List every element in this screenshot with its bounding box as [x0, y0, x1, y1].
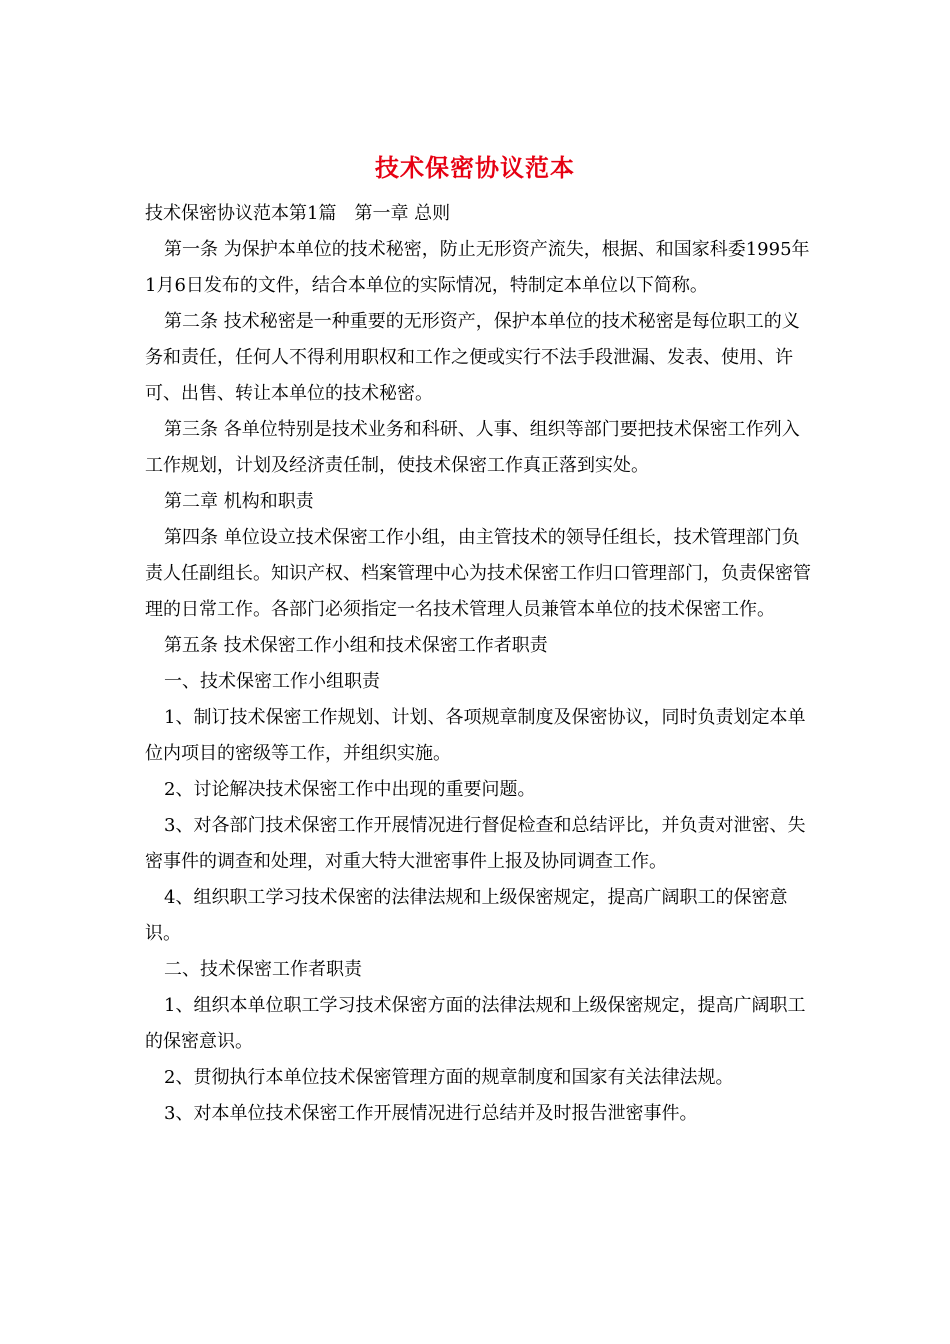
- list-item: 4、组织职工学习技术保密的法律法规和上级保密规定，提高广阔职工的保密意识。: [145, 887, 788, 944]
- article-2-paragraph: 第二条 技术秘密是一种重要的无形资产，保护本单位的技术秘密是每位职工的义务和责任，任何人不得利用职权和工作之便或实行不法手段泄漏、发表、使用、许可、出售、转让本单位的技术秘密。: [145, 311, 800, 404]
- list-item: 1、组织本单位职工学习技术保密方面的法律法规和上级保密规定，提高广阔职工的保密意识。: [145, 995, 806, 1052]
- document-body: [145, 196, 817, 1132]
- subsection-1-heading: 一、技术保密工作小组职责: [164, 671, 380, 692]
- article-3-paragraph: 第三条 各单位特别是技术业务和科研、人事、组织等部门要把技术保密工作列入工作规划，计划及经济责任制，使技术保密工作真正落到实处。: [145, 419, 800, 476]
- list-item: 2、讨论解决技术保密工作中出现的重要问题。: [164, 779, 536, 800]
- section-heading-line: 技术保密协议范本第1篇 第一章 总则: [145, 203, 451, 224]
- article-4-paragraph: 第四条 单位设立技术保密工作小组，由主管技术的领导任组长，技术管理部门负责人任副组长。知识产权、档案管理中心为技术保密工作归口管理部门，负责保密管理的日常工作。各部门必须指定一名技术管理人员兼管本单位的技术保密工作。: [145, 527, 811, 620]
- list-item: 3、对本单位技术保密工作开展情况进行总结并及时报告泄密事件。: [164, 1103, 698, 1124]
- subsection-2-heading: 二、技术保密工作者职责: [164, 959, 362, 980]
- list-item: 2、贯彻执行本单位技术保密管理方面的规章制度和国家有关法律法规。: [164, 1067, 734, 1088]
- list-item: 1、制订技术保密工作规划、计划、各项规章制度及保密协议，同时负责划定本单位内项目的密级等工作，并组织实施。: [145, 707, 806, 764]
- article-5-paragraph: 第五条 技术保密工作小组和技术保密工作者职责: [164, 635, 548, 656]
- list-item: 3、对各部门技术保密工作开展情况进行督促检查和总结评比，并负责对泄密、失密事件的调查和处理，对重大特大泄密事件上报及协同调查工作。: [145, 815, 806, 872]
- article-1-paragraph: 第一条 为保护本单位的技术秘密，防止无形资产流失，根据、和国家科委1995年1月6日发布的文件，结合本单位的实际情况，特制定本单位以下简称。: [145, 239, 810, 296]
- chapter-2-heading: 第二章 机构和职责: [164, 491, 314, 512]
- document-title: 技术保密协议范本: [375, 153, 575, 182]
